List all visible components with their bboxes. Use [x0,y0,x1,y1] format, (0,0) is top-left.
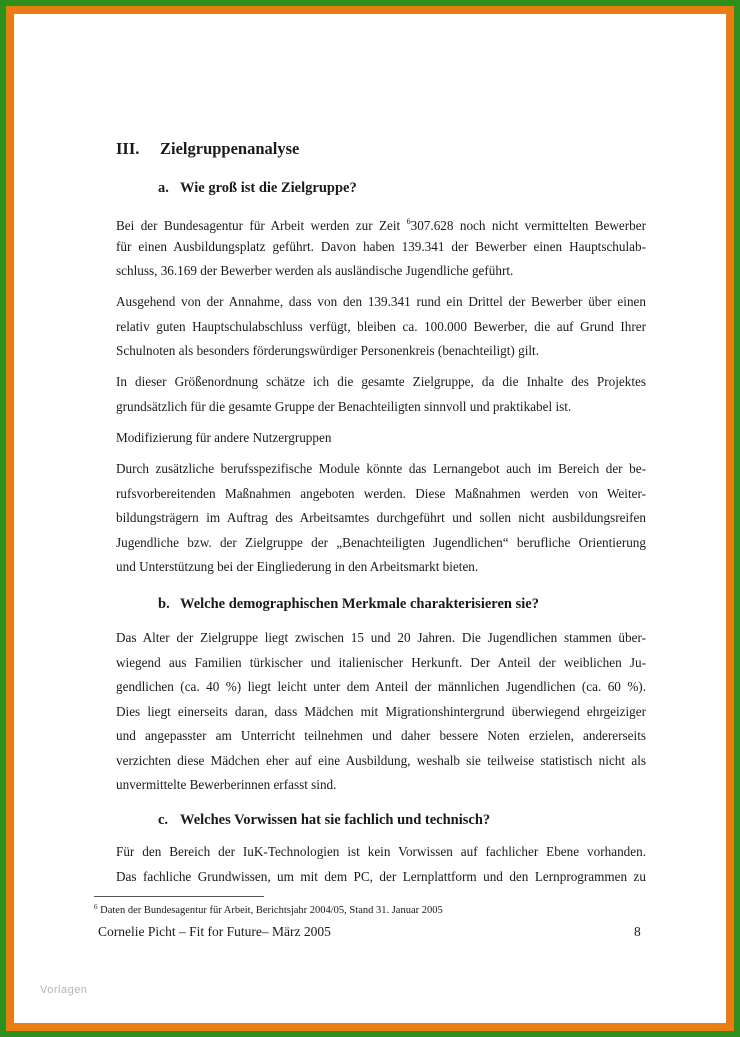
paragraph-6-line-2: wiegend aus Familien türkischer und italienischer Herkunft. Der Anteil der weiblichen Ju- [116,654,646,670]
paragraph-6-line-7: unvermittelte Bewerberinnen erfasst sind. [116,777,337,792]
subheading-b-title: Welche demographischen Merkmale charakterisieren sie? [180,596,539,612]
subheading-b [158,596,539,613]
footnote [94,903,443,916]
footnote-ref: 6 [406,217,411,226]
footnote-divider [94,896,264,897]
paragraph-5-line-1: Durch zusätzliche berufsspezifische Module könnte das Lernangebot auch im Bereich der be- [116,461,646,476]
section-title: Zielgruppenanalyse [160,139,300,158]
section-heading [116,139,299,159]
paragraph-6-line-6: verzichten diese Mädchen eher auf eine Ausbildung, weshalb sie teilweise statistisch nicht als [116,752,646,768]
subheading-a [158,180,357,197]
section-number: III. [116,139,140,158]
subheading-b-letter: b. [158,596,170,612]
paragraph-7-line-1: Für den Bereich der IuK-Technologien ist kein Vorwissen auf fachlicher Ebene vorhanden. [116,844,646,859]
paragraph-5-line-3: bildungsträgern im Auftrag des Arbeitsamtes durchgeführt und sollen nicht ausbildungsreifen [116,510,646,525]
paragraph-3 [116,370,646,419]
paragraph-6 [116,626,646,798]
footnote-marker: 6 [94,903,98,911]
paragraph-7 [116,840,646,889]
paragraph-6-line-1: Das Alter der Zielgruppe liegt zwischen 15 und 20 Jahren. Die Jugendlichen stammen über- [116,630,646,645]
paragraph-5-line-5: und Unterstützung bei der Eingliederung in den Arbeitsmarkt bieten. [116,559,479,574]
paragraph-4 [116,426,646,451]
page-footer-text: Cornelie Picht – Fit for Future– März 2005 [98,924,331,939]
paragraph-1-line-1 [116,210,646,235]
paragraph-1-line-3: schluss, 36.169 der Bewerber werden als ausländische Jugendliche geführt. [116,263,514,278]
subheading-c-title: Welches Vorwissen hat sie fachlich und technisch? [180,812,491,828]
paragraph-5 [116,457,646,580]
paragraph-4-line-1: Modifizierung für andere Nutzergruppen [116,430,332,445]
document-page [14,14,726,1023]
paragraph-2-line-2: relativ guten Hauptschulabschluss verfügt, bleiben ca. 100.000 Bewerber, die auf Grund Ihrer [116,318,646,334]
watermark: Vorlagen [40,984,88,996]
paragraph-5-line-4: Jugendliche bzw. der Zielgruppe der „Benachteiligten Jugendlichen“ berufliche Orientierung [116,534,646,550]
subheading-c [158,812,490,829]
paragraph-6-line-3: gendlichen (ca. 40 %) liegt leicht unter dem Anteil der männlichen Jugendlichen (ca. 60 %). [116,679,646,694]
paragraph-2-line-1: Ausgehend von der Annahme, dass von den 139.341 rund ein Drittel der Bewerber über einen [116,294,646,309]
paragraph-1-line-1-pre: Bei der Bundesagentur für Arbeit werden zur Zeit [116,218,407,233]
paragraph-1-line-1-post: 307.628 noch nicht vermittelten Bewerber [410,218,646,233]
paragraph-1-line-2: für einen Ausbildungsplatz geführt. Davon haben 139.341 der Bewerber einen Hauptschulab- [116,238,646,254]
subheading-a-title: Wie groß ist die Zielgruppe? [180,180,357,196]
subheading-a-letter: a. [158,180,169,196]
paragraph-3-line-1: In dieser Größenordnung schätze ich die gesamte Zielgruppe, da die Inhalte des Projektes [116,374,646,389]
subheading-c-letter: c. [158,812,169,828]
paragraph-6-line-5: und angepasster am Unterricht teilnehmen und daher bessere Noten erzielen, andererseits [116,728,646,743]
paragraph-2-line-3: Schulnoten als besonders förderungswürdiger Personenkreis (benachteiligt) gilt. [116,343,539,358]
paragraph-7-line-2: Das fachliche Grundwissen, um mit dem PC, der Lernplattform und den Lernprogrammen zu [116,868,646,884]
paragraph-3-line-2: grundsätzlich für die gesamte Gruppe der Benachteiligten sinnvoll und praktikabel ist. [116,398,572,414]
paragraph-6-line-4: Dies liegt einerseits daran, dass Mädchen mit Migrationshintergrund überwiegend ehrgeiziger [116,703,646,719]
page-number: 8 [634,924,641,939]
paragraph-5-line-2: rufsvorbereitenden Maßnahmen angeboten werden. Diese Maßnahmen werden von Weiter- [116,485,646,501]
footnote-text: Daten der Bundesagentur für Arbeit, Berichtsjahr 2004/05, Stand 31. Januar 2005 [97,905,443,916]
paragraph-1 [116,210,646,284]
paragraph-2 [116,290,646,364]
